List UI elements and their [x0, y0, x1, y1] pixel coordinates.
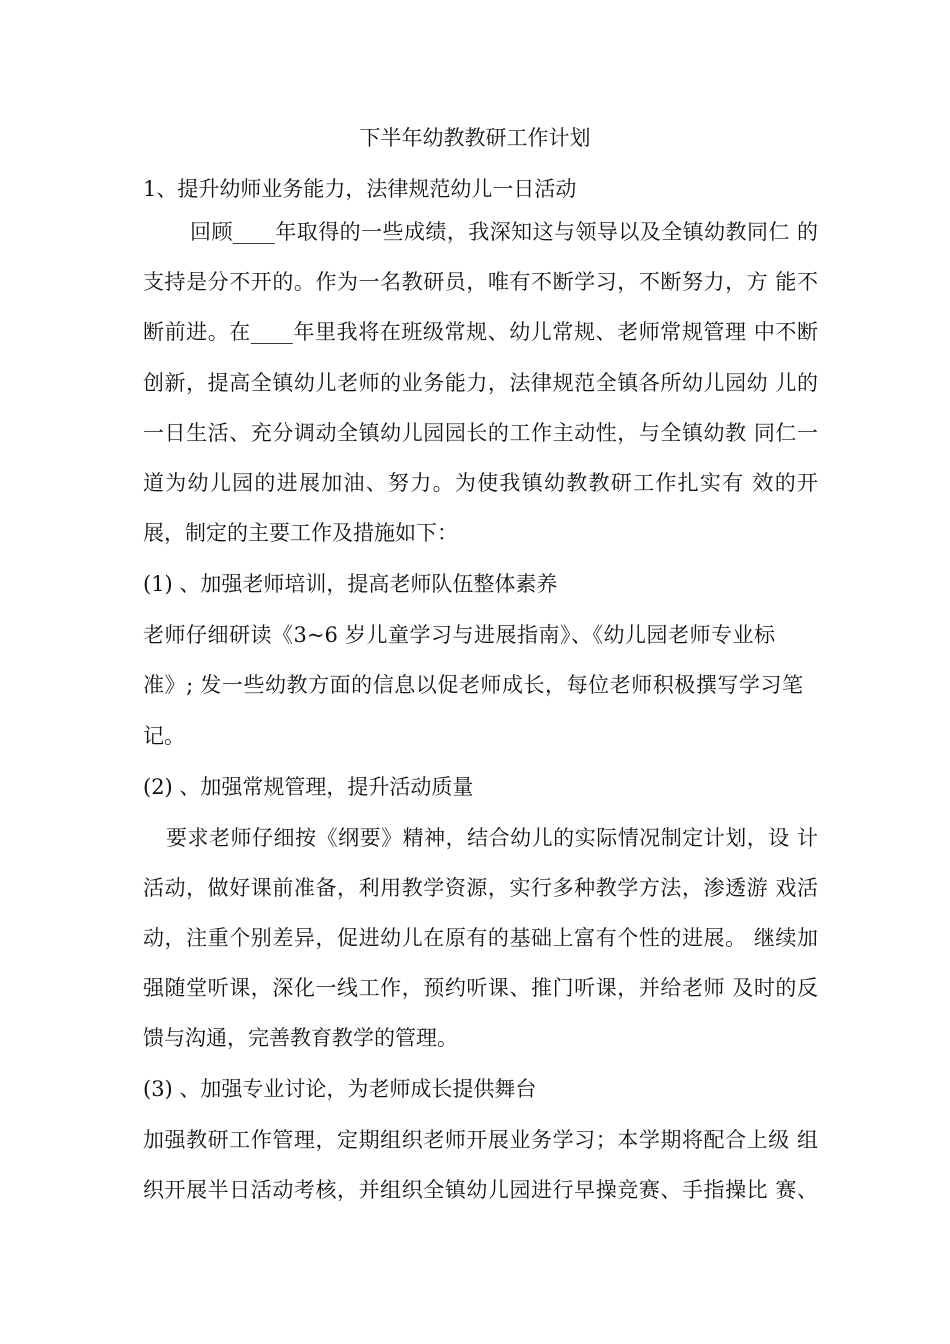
item-heading: (2) 、加强常规管理，提升活动质量 — [143, 775, 474, 799]
paragraph-line: 加强教研工作管理，定期组织老师开展业务学习；本学期将配合上级 组 — [143, 1128, 818, 1152]
paragraph-line: 要求老师仔细按《纲要》精神，结合幼儿的实际情况制定计划，设 计 — [166, 826, 818, 850]
paragraph-line: 创新，提高全镇幼儿老师的业务能力，法律规范全镇各所幼儿园幼 儿的 — [143, 371, 818, 395]
item-heading: (3) 、加强专业讨论，为老师成长提供舞台 — [143, 1077, 537, 1101]
paragraph-line: 道为幼儿园的进展加油、努力。为使我镇幼教教研工作扎实有 效的开 — [143, 471, 818, 495]
paragraph-line: 活动，做好课前准备，利用教学资源，实行多种教学方法，渗透游 戏活 — [143, 876, 818, 900]
paragraph-line: 老师仔细研读《3~6 岁儿童学习与进展指南》、《幼儿园老师专业标 — [143, 623, 775, 647]
paragraph-line: 支持是分不开的。作为一名教研员，唯有不断学习，不断努力，方 能不 — [143, 270, 818, 294]
paragraph-line: 记。 — [143, 724, 185, 748]
paragraph-line: 回顾____年取得的一些成绩，我深知这与领导以及全镇幼教同仁 的 — [190, 220, 818, 244]
paragraph-line: 准》; 发一些幼教方面的信息以促老师成长，每位老师积极撰写学习笔 — [143, 673, 803, 697]
paragraph-line: 动，注重个别差异，促进幼儿在原有的基础上富有个性的进展。 继续加 — [143, 926, 818, 950]
paragraph-line: 织开展半日活动考核，并组织全镇幼儿园进行早操竞赛、手指操比 赛、 — [143, 1178, 818, 1202]
paragraph-line: 断前进。在____年里我将在班级常规、幼儿常规、老师常规管理 中不断 — [143, 320, 818, 344]
paragraph-line: 馈与沟通，完善教育教学的管理。 — [143, 1026, 458, 1050]
item-heading: (1) 、加强老师培训，提高老师队伍整体素养 — [143, 572, 558, 596]
paragraph-line: 强随堂听课，深化一线工作，预约听课、推门听课，并给老师 及时的反 — [143, 976, 818, 1000]
section-heading: 1、提升幼师业务能力，法律规范幼儿一日活动 — [143, 177, 577, 201]
paragraph-line: 一日生活、充分调动全镇幼儿园园长的工作主动性，与全镇幼教 同仁一 — [143, 421, 818, 445]
paragraph-line: 展，制定的主要工作及措施如下： — [143, 521, 458, 545]
document-title: 下半年幼教教研工作计划 — [359, 126, 591, 150]
